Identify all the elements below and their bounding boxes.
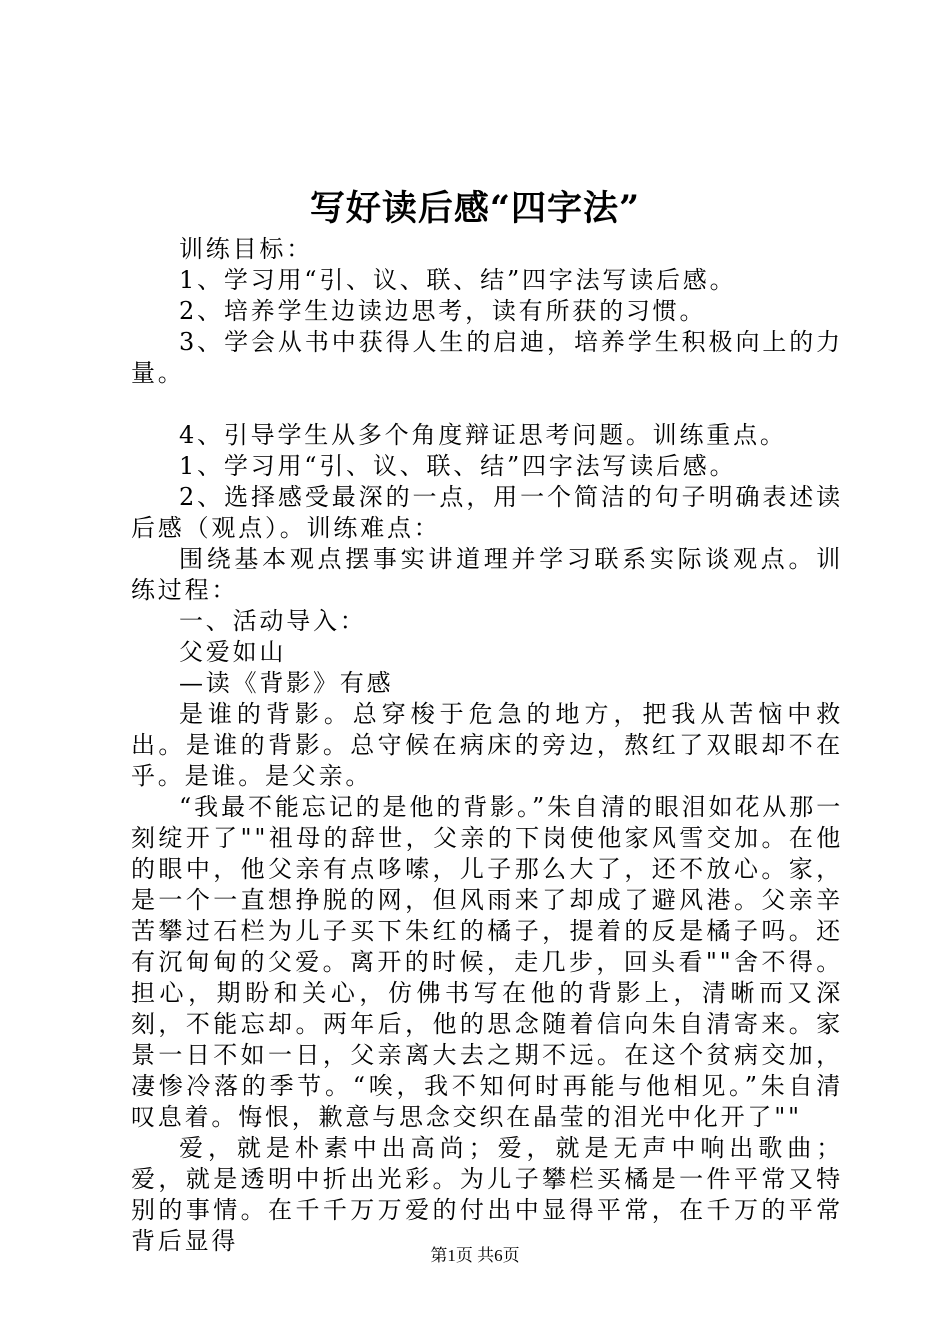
blank-line: [131, 389, 843, 420]
page-footer: 第1页 共6页: [430, 1246, 520, 1265]
paragraph: 爱，就是朴素中出高尚；爱，就是无声中响出歌曲；爱，就是透明中折出光彩。为儿子攀栏买橘是一件平常又特别的事情。在千千万万爱的付出中显得平常，在千万的平常背后显得: [131, 1134, 843, 1255]
paragraph: 一、活动导入：: [179, 607, 367, 635]
paragraph: 是谁的背影。总穿梭于危急的地方，把我从苦恼中救出。是谁的背影。总守候在病床的旁边，熬红了双眼却不在乎。是谁。是父亲。: [131, 700, 843, 790]
paragraph: 2、培养学生边读边思考，读有所获的习惯。: [179, 297, 707, 325]
paragraph: 训练目标：: [179, 235, 313, 263]
paragraph: 1、学习用“引、议、联、结”四字法写读后感。: [179, 266, 737, 294]
paragraph: “我最不能忘记的是他的背影。”朱自清的眼泪如花从那一刻绽开了""祖母的辞世，父亲的下岗使他家风雪交加。在他的眼中，他父亲有点哆嗦，儿子那么大了，还不放心。家，是一个一直想挣脱的网，但风雨来了却成了避风港。父亲辛苦攀过石栏为儿子买下朱红的橘子，提着的反是橘子吗。还有沉甸甸的父爱。离开的时候，走几步，回头看""舍不得。担心，期盼和关心，仿佛书写在他的背影上，清晰而又深刻，不能忘却。两年后，他的思念随着信向朱自清寄来。家景一日不如一日，父亲离大去之期不远。在这个贫病交加，凄惨冷落的季节。“唉，我不知何时再能与他相见。”朱自清叹息着。悔恨，歉意与思念交织在晶莹的泪光中化开了"": [131, 793, 843, 1131]
paragraph: 4、引导学生从多个角度辩证思考问题。训练重点。: [179, 421, 787, 449]
paragraph: 围绕基本观点摆事实讲道理并学习联系实际谈观点。训练过程：: [131, 545, 843, 604]
paragraph: —读《背影》有感: [179, 669, 394, 697]
paragraph: 父爱如山: [179, 638, 287, 666]
paragraph: 1、学习用“引、议、联、结”四字法写读后感。: [179, 452, 737, 480]
paragraph: 3、学会从书中获得人生的启迪，培养学生积极向上的力量。: [131, 328, 843, 387]
document-body: [131, 234, 843, 1257]
paragraph: 2、选择感受最深的一点，用一个简洁的句子明确表述读后感（观点）。训练难点：: [131, 483, 843, 542]
document-title: 写好读后感“四字法”: [309, 188, 641, 229]
